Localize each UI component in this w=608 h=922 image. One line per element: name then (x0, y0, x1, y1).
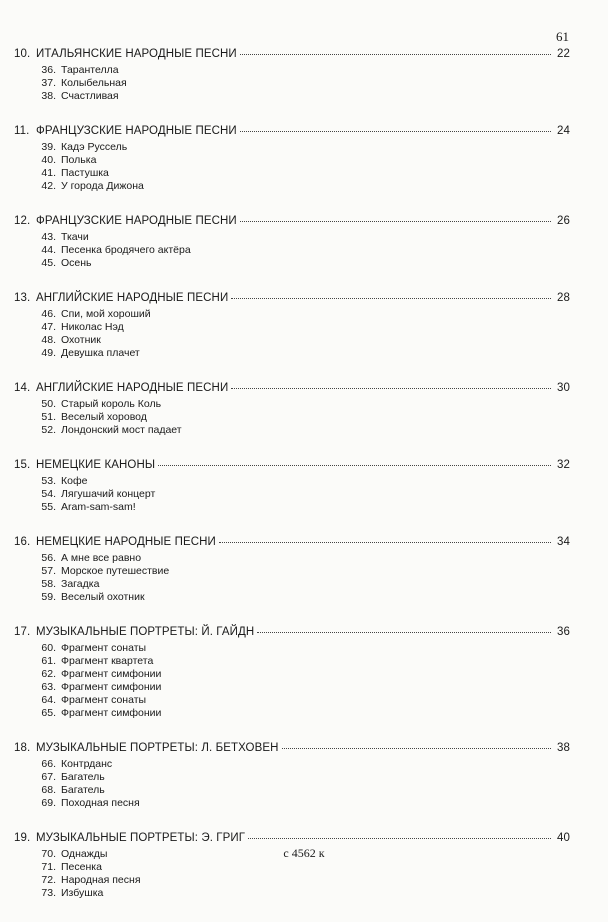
item-title: Полька (61, 154, 97, 166)
toc-item (34, 244, 570, 257)
item-number: 68. (41, 784, 56, 796)
item-number: 66. (41, 758, 56, 770)
section-items (34, 398, 570, 437)
toc-item (34, 334, 570, 347)
item-number: 39. (41, 141, 56, 153)
item-number: 73. (41, 887, 56, 899)
item-title: Фрагмент симфонии (61, 681, 162, 693)
section-number: 19. (14, 832, 31, 844)
dot-leader (240, 221, 551, 222)
dot-leader (240, 131, 551, 132)
item-title: Лягушачий концерт (61, 488, 156, 500)
section-title: МУЗЫКАЛЬНЫЕ ПОРТРЕТЫ: Й. ГАЙДН (36, 626, 255, 638)
item-title: Спи, мой хороший (61, 308, 151, 320)
item-number: 41. (41, 167, 56, 179)
footer-code: с 4562 к (283, 846, 325, 860)
item-title: Осень (61, 257, 92, 269)
dot-leader (231, 298, 551, 299)
item-number: 58. (41, 578, 56, 590)
section-page: 28 (557, 292, 570, 304)
item-number: 52. (41, 424, 56, 436)
section-page: 36 (557, 626, 570, 638)
section-title: НЕМЕЦКИЕ КАНОНЫ (36, 459, 156, 471)
section-header (14, 215, 570, 231)
item-title: Избушка (61, 887, 104, 899)
toc-section (14, 832, 570, 900)
item-number: 51. (41, 411, 56, 423)
item-title: Кадэ Руссель (61, 141, 128, 153)
item-title: Фрагмент симфонии (61, 707, 162, 719)
toc-item (34, 784, 570, 797)
section-header (14, 382, 570, 398)
item-number: 56. (41, 552, 56, 564)
item-title: Пастушка (61, 167, 109, 179)
section-title: ИТАЛЬЯНСКИЕ НАРОДНЫЕ ПЕСНИ (36, 48, 237, 60)
section-title: МУЗЫКАЛЬНЫЕ ПОРТРЕТЫ: Э. ГРИГ (36, 832, 246, 844)
item-number: 45. (41, 257, 56, 269)
item-title: Кофе (61, 475, 88, 487)
item-number: 72. (41, 874, 56, 886)
item-title: Багатель (61, 771, 105, 783)
toc-item (34, 154, 570, 167)
item-number: 47. (41, 321, 56, 333)
item-title: Веселый хоровод (61, 411, 147, 423)
toc-section (14, 536, 570, 604)
item-number: 57. (41, 565, 56, 577)
toc-item (34, 681, 570, 694)
section-items (34, 758, 570, 810)
section-items (34, 141, 570, 193)
section-items (34, 552, 570, 604)
section-page: 34 (557, 536, 570, 548)
toc-item (34, 257, 570, 270)
item-title: Походная песня (61, 797, 140, 809)
item-title: Песенка бродячего актёра (61, 244, 191, 256)
section-number: 17. (14, 626, 31, 638)
section-items (34, 308, 570, 360)
item-title: Счастливая (61, 90, 119, 102)
item-number: 64. (41, 694, 56, 706)
table-of-contents (14, 48, 570, 922)
toc-item (34, 488, 570, 501)
item-number: 59. (41, 591, 56, 603)
toc-item (34, 552, 570, 565)
toc-item (34, 655, 570, 668)
section-number: 16. (14, 536, 31, 548)
item-title: Фрагмент квартета (61, 655, 154, 667)
toc-section (14, 459, 570, 514)
item-number: 42. (41, 180, 56, 192)
toc-item (34, 347, 570, 360)
item-title: Девушка плачет (61, 347, 140, 359)
dot-leader (158, 465, 551, 466)
section-page: 38 (557, 742, 570, 754)
toc-item (34, 578, 570, 591)
item-number: 48. (41, 334, 56, 346)
item-number: 40. (41, 154, 56, 166)
toc-item (34, 668, 570, 681)
section-title: МУЗЫКАЛЬНЫЕ ПОРТРЕТЫ: Л. БЕТХОВЕН (36, 742, 279, 754)
item-title: Охотник (61, 334, 101, 346)
item-number: 65. (41, 707, 56, 719)
item-number: 38. (41, 90, 56, 102)
section-number: 14. (14, 382, 31, 394)
toc-item (34, 308, 570, 321)
item-title: Морское путешествие (61, 565, 170, 577)
section-items (34, 475, 570, 514)
dot-leader (282, 748, 551, 749)
toc-item (34, 77, 570, 90)
item-number: 53. (41, 475, 56, 487)
item-title: Ткачи (61, 231, 89, 243)
page-number: 61 (556, 29, 569, 44)
item-title: Песенка (61, 861, 102, 873)
toc-item (34, 887, 570, 900)
section-title: АНГЛИЙСКИЕ НАРОДНЫЕ ПЕСНИ (36, 382, 229, 394)
item-number: 71. (41, 861, 56, 873)
item-title: Фрагмент сонаты (61, 642, 147, 654)
section-header (14, 459, 570, 475)
dot-leader (240, 54, 551, 55)
item-number: 50. (41, 398, 56, 410)
toc-section (14, 215, 570, 270)
toc-item (34, 180, 570, 193)
dot-leader (257, 632, 551, 633)
item-title: Загадка (61, 578, 100, 590)
item-number: 63. (41, 681, 56, 693)
section-title: ФРАНЦУЗСКИЕ НАРОДНЫЕ ПЕСНИ (36, 125, 237, 137)
section-number: 13. (14, 292, 31, 304)
item-title: Веселый охотник (61, 591, 145, 603)
section-page: 40 (557, 832, 570, 844)
section-items (34, 231, 570, 270)
toc-item (34, 90, 570, 103)
toc-section (14, 382, 570, 437)
toc-item (34, 424, 570, 437)
toc-item (34, 758, 570, 771)
toc-item (34, 642, 570, 655)
item-number: 61. (41, 655, 56, 667)
toc-item (34, 501, 570, 514)
section-header (14, 626, 570, 642)
section-page: 30 (557, 382, 570, 394)
section-title: АНГЛИЙСКИЕ НАРОДНЫЕ ПЕСНИ (36, 292, 229, 304)
section-number: 11. (14, 125, 30, 137)
section-number: 15. (14, 459, 31, 471)
section-header (14, 125, 570, 141)
section-number: 10. (14, 48, 31, 60)
toc-item (34, 321, 570, 334)
toc-item (34, 861, 570, 874)
toc-item (34, 707, 570, 720)
item-title: Фрагмент симфонии (61, 668, 162, 680)
toc-item (34, 771, 570, 784)
dot-leader (248, 838, 551, 839)
toc-item (34, 475, 570, 488)
toc-section (14, 48, 570, 103)
item-title: Народная песня (61, 874, 141, 886)
toc-item (34, 231, 570, 244)
item-number: 37. (41, 77, 56, 89)
item-number: 54. (41, 488, 56, 500)
section-items (34, 64, 570, 103)
item-number: 69. (41, 797, 56, 809)
toc-item (34, 167, 570, 180)
item-title: Николас Нэд (61, 321, 124, 333)
item-title: А мне все равно (61, 552, 142, 564)
item-title: Aram-sam-sam! (61, 501, 136, 513)
toc-item (34, 398, 570, 411)
section-page: 24 (557, 125, 570, 137)
item-title: Фрагмент сонаты (61, 694, 147, 706)
item-title: Лондонский мост падает (61, 424, 182, 436)
item-number: 36. (41, 64, 56, 76)
item-number: 46. (41, 308, 56, 320)
toc-item (34, 411, 570, 424)
toc-item (34, 591, 570, 604)
section-header (14, 292, 570, 308)
toc-section (14, 626, 570, 720)
toc-section (14, 292, 570, 360)
dot-leader (231, 388, 551, 389)
item-number: 62. (41, 668, 56, 680)
item-title: Багатель (61, 784, 105, 796)
item-number: 67. (41, 771, 56, 783)
toc-item (34, 694, 570, 707)
section-header (14, 536, 570, 552)
section-number: 12. (14, 215, 31, 227)
toc-section (14, 742, 570, 810)
item-number: 55. (41, 501, 56, 513)
item-number: 60. (41, 642, 56, 654)
toc-item (34, 141, 570, 154)
section-items (34, 642, 570, 720)
section-header (14, 48, 570, 64)
toc-item (34, 797, 570, 810)
dot-leader (219, 542, 551, 543)
section-page: 26 (557, 215, 570, 227)
item-title: У города Дижона (61, 180, 144, 192)
section-page: 32 (557, 459, 570, 471)
item-number: 44. (41, 244, 56, 256)
section-number: 18. (14, 742, 31, 754)
item-title: Однажды (61, 848, 108, 860)
item-number: 70. (41, 848, 56, 860)
item-number: 43. (41, 231, 56, 243)
toc-section (14, 125, 570, 193)
section-title: ФРАНЦУЗСКИЕ НАРОДНЫЕ ПЕСНИ (36, 215, 237, 227)
item-title: Колыбельная (61, 77, 127, 89)
item-title: Контрданс (61, 758, 113, 770)
toc-item (34, 64, 570, 77)
section-title: НЕМЕЦКИЕ НАРОДНЫЕ ПЕСНИ (36, 536, 216, 548)
item-title: Тарантелла (61, 64, 119, 76)
toc-item (34, 565, 570, 578)
section-page: 22 (557, 48, 570, 60)
item-number: 49. (41, 347, 56, 359)
item-title: Старый король Коль (61, 398, 162, 410)
section-header (14, 742, 570, 758)
